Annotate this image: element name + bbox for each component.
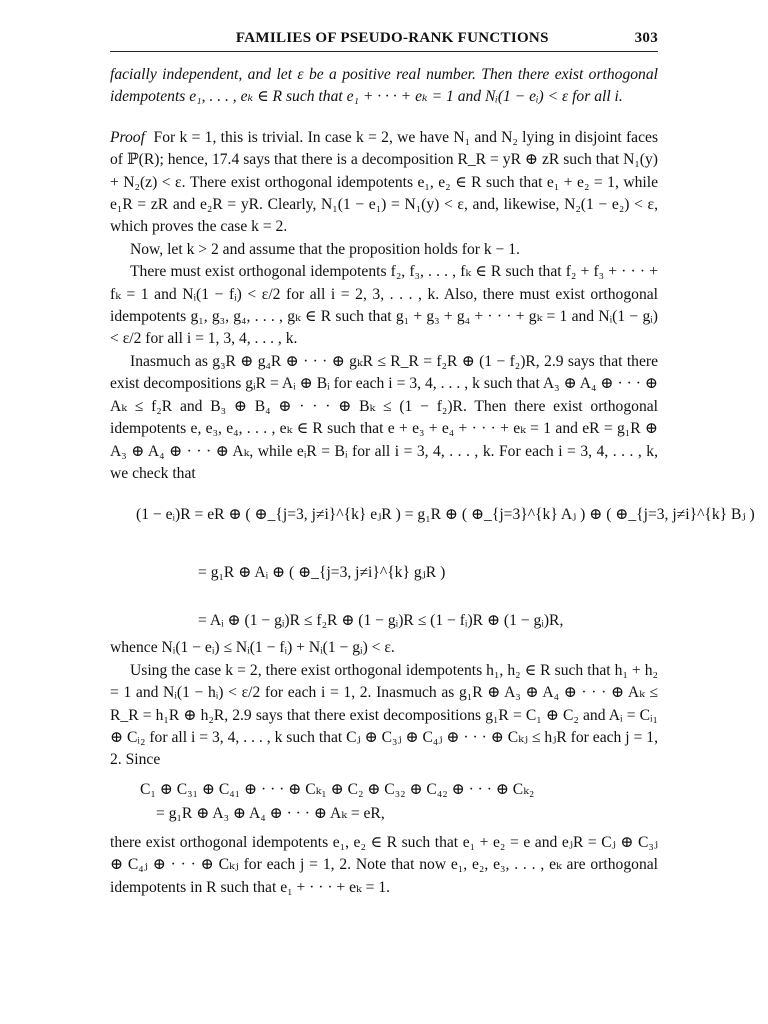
proof-paragraph-7: there exist orthogonal idempotents e₁, e₂ ∈ R such that e₁ + e₂ = e and eⱼR = Cⱼ ⊕ C₃ⱼ ⊕ C₄ⱼ ⊕ · · · ⊕ Cₖⱼ for each j = 1, 2. Note that now e₁, e₂, e₃, . . . , eₖ are orthogonal idempotents in R such that e₁ + · · · + eₖ = 1.: [110, 833, 658, 896]
proof-paragraph-4: Inasmuch as g₃R ⊕ g₄R ⊕ · · · ⊕ gₖR ≤ R_R = f₂R ⊕ (1 − f₂)R, 2.9 says that there exist decompositions gᵢR = Aᵢ ⊕ Bᵢ for each i = 3, 4, . . . , k such that A₃ ⊕ A₄ ⊕ · · · ⊕ Aₖ ≤ f₂R and B₃ ⊕ B₄ ⊕ · · · ⊕ Bₖ ≤ (1 − f₂)R. Then there exist orthogonal idempotents e, e₃, e₄, . . . , eₖ ∈ R such that e + e₃ + e₄ + · · · + eₖ = 1 and eR = g₁R ⊕ A₃ ⊕ A₄ ⊕ · · · ⊕ Aₖ, while eᵢR = Bᵢ for all i = 3, 4, . . . , k. For each i = 3, 4, . . . , k, we check that: [110, 352, 658, 482]
proof-paragraph-5: whence Nᵢ(1 − eᵢ) ≤ Nᵢ(1 − fᵢ) + Nᵢ(1 − gᵢ) < ε.: [110, 639, 395, 657]
proof-text-1: For k = 1, this is trivial. In case k = 2, we have N₁ and N₂ lying in disjoint faces of ℙ(R); hence, 17.4 says that there is a decomposition R_R = yR ⊕ zR such that N₁(y) + N₂(z) < ε. There exist orthogonal idempotents e₁, e₂ ∈ R such that e₁ + e₂ = 1, while e₁R = zR and e₂R = yR. Clearly, N₁(1 − e₁) = N₁(y) < ε, and, likewise, N₂(1 − e₂) < ε, which proves the case k = 2.: [110, 128, 659, 236]
equation-line-4: C₁ ⊕ C₃₁ ⊕ C₄₁ ⊕ · · · ⊕ Cₖ₁ ⊕ C₂ ⊕ C₃₂ ⊕ C₄₂ ⊕ · · · ⊕ Cₖ₂: [140, 780, 535, 798]
proof-paragraph-2: Now, let k > 2 and assume that the proposition holds for k − 1.: [130, 240, 520, 258]
proof-paragraph-1: [110, 127, 658, 239]
running-header: [110, 30, 658, 47]
display-equation-4: [110, 778, 658, 826]
page: [110, 30, 755, 899]
proof-paragraph-3: There must exist orthogonal idempotents f₂, f₃, . . . , fₖ ∈ R such that f₂ + f₃ + · · · + fₖ = 1 and Nᵢ(1 − fᵢ) < ε/2 for all i = 2, 3, . . . , k. Also, there must exist orthogonal idempotents g₁, g₃, g₄, . . . , gₖ ∈ R such that g₁ + g₃ + g₄ + · · · + gₖ = 1 and Nᵢ(1 − gᵢ) < ε/2 for all i = 1, 3, 4, . . . , k.: [110, 263, 658, 348]
equation-line-2: = g₁R ⊕ Aᵢ ⊕ ( ⊕_{j=3, j≠i}^{k} gⱼR ): [198, 564, 446, 582]
equation-line-3: = Aᵢ ⊕ (1 − gᵢ)R ≤ f₂R ⊕ (1 − gᵢ)R ≤ (1 − fᵢ)R ⊕ (1 − gᵢ)R,: [198, 612, 564, 630]
header-rule: [110, 51, 658, 52]
running-title: FAMILIES OF PSEUDO-RANK FUNCTIONS: [235, 30, 549, 46]
page-number: 303: [634, 30, 658, 46]
equation-line-1: (1 − eᵢ)R = eR ⊕ ( ⊕_{j=3, j≠i}^{k} eⱼR ) = g₁R ⊕ ( ⊕_{j=3}^{k} Aⱼ ) ⊕ ( ⊕_{j=3, j≠i}^{k} Bⱼ ): [136, 506, 755, 524]
display-equation-1: [110, 491, 755, 547]
proof-paragraph-6: Using the case k = 2, there exist orthogonal idempotents h₁, h₂ ∈ R such that h₁ + h₂ = 1 and Nᵢ(1 − hᵢ) < ε/2 for each i = 1, 2. Inasmuch as g₁R ⊕ A₃ ⊕ A₄ ⊕ · · · ⊕ Aₖ ≤ R_R = h₁R ⊕ h₂R, 2.9 says that there exist decompositions g₁R = C₁ ⊕ C₂ and Aᵢ = Cᵢ₁ ⊕ Cᵢ₂ for all i = 3, 4, . . . , k such that Cⱼ ⊕ C₃ⱼ ⊕ C₄ⱼ ⊕ · · · ⊕ Cₖⱼ ≤ hⱼR for each j = 1, 2. Since: [110, 661, 658, 769]
display-equation-2: [110, 547, 658, 605]
equation-line-5: = g₁R ⊕ A₃ ⊕ A₄ ⊕ · · · ⊕ Aₖ = eR,: [156, 804, 385, 822]
proposition-statement: facially independent, and let ε be a positive real number. Then there exist orthogonal idempotents e₁, . . . , eₖ ∈ R such that e₁ + · · · + eₖ = 1 and Nᵢ(1 − eᵢ) < ε for all i.: [110, 66, 658, 106]
display-equation-3: [110, 609, 658, 637]
proof-label: Proof: [110, 128, 145, 146]
